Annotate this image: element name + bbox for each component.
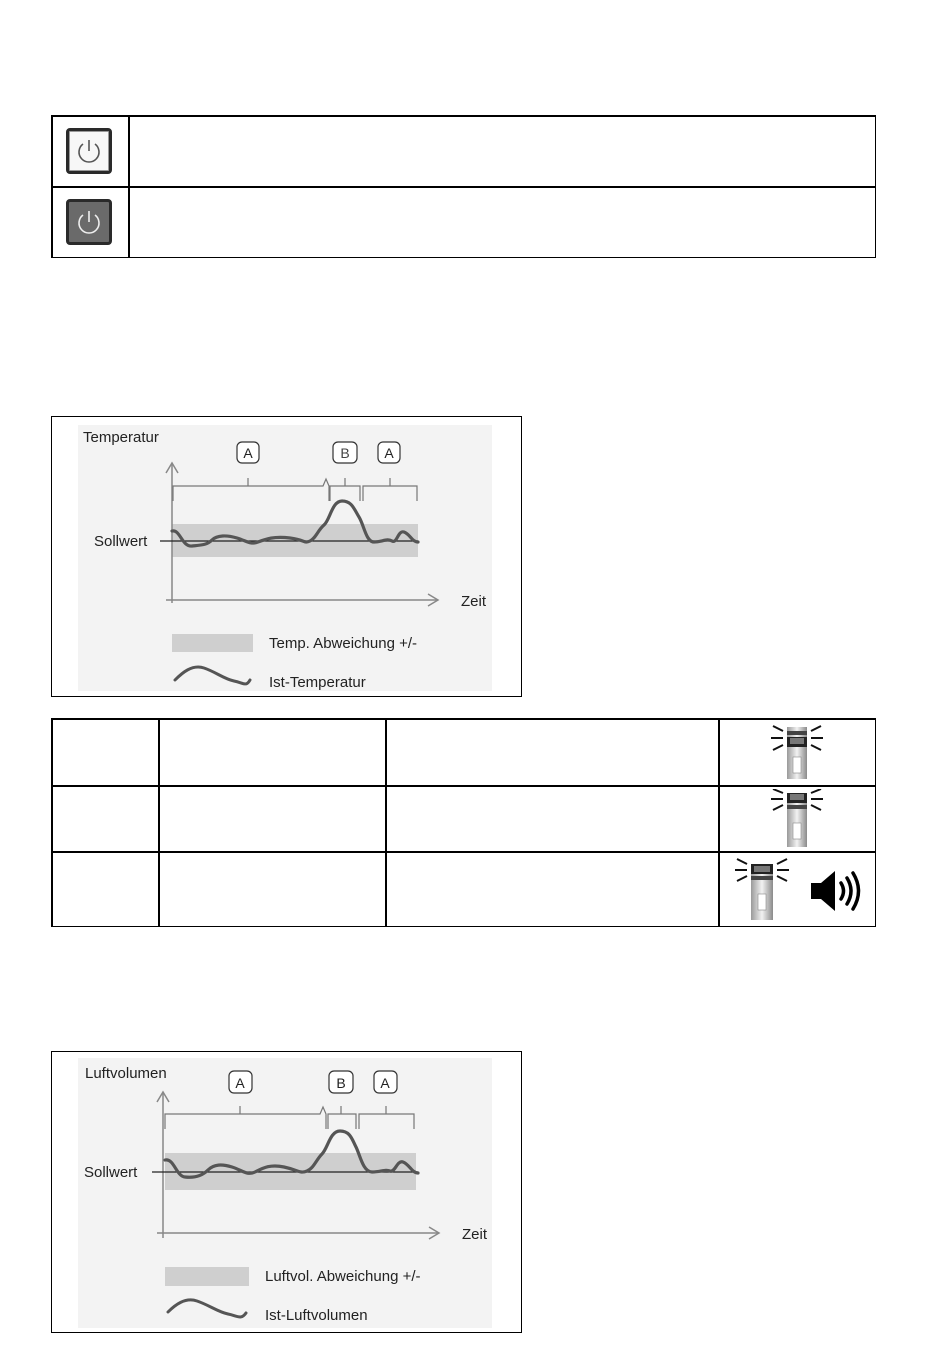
segment-label-a1: A: [243, 445, 253, 461]
beacon-light-icon: [769, 723, 825, 781]
legend-band-label: Temp. Abweichung +/-: [269, 635, 418, 652]
legend-line-label: Ist-Temperatur: [269, 674, 366, 691]
segment-label-b: B: [340, 445, 350, 461]
x-axis-label: Zeit: [461, 593, 487, 610]
power-button-on-icon: [66, 199, 112, 245]
y-axis-title: Luftvolumen: [85, 1065, 167, 1082]
power-button-off-icon: [66, 128, 112, 174]
temperature-chart: [51, 416, 522, 697]
segment-label-a2: A: [380, 1075, 390, 1091]
segment-label-a2: A: [384, 445, 394, 461]
legend-curve-swatch: [175, 667, 250, 684]
segment-label-a1: A: [235, 1075, 245, 1091]
y-axis-title: Temperatur: [83, 429, 159, 446]
beacon-light-icon: [733, 856, 791, 922]
setpoint-label: Sollwert: [94, 533, 148, 550]
setpoint-label: Sollwert: [84, 1164, 138, 1181]
air-volume-chart: [51, 1051, 522, 1333]
x-axis-label: Zeit: [462, 1226, 488, 1243]
segment-label-b: B: [336, 1075, 346, 1091]
legend-curve-swatch: [168, 1300, 246, 1317]
speaker-icon: [809, 869, 861, 913]
beacon-light-icon: [769, 789, 825, 849]
power-table: [51, 115, 876, 258]
legend-band-label: Luftvol. Abweichung +/-: [265, 1268, 421, 1285]
legend-band-swatch: [172, 634, 253, 652]
alarm-table: [51, 718, 876, 927]
legend-line-label: Ist-Luftvolumen: [265, 1307, 368, 1324]
legend-band-swatch: [165, 1267, 249, 1286]
